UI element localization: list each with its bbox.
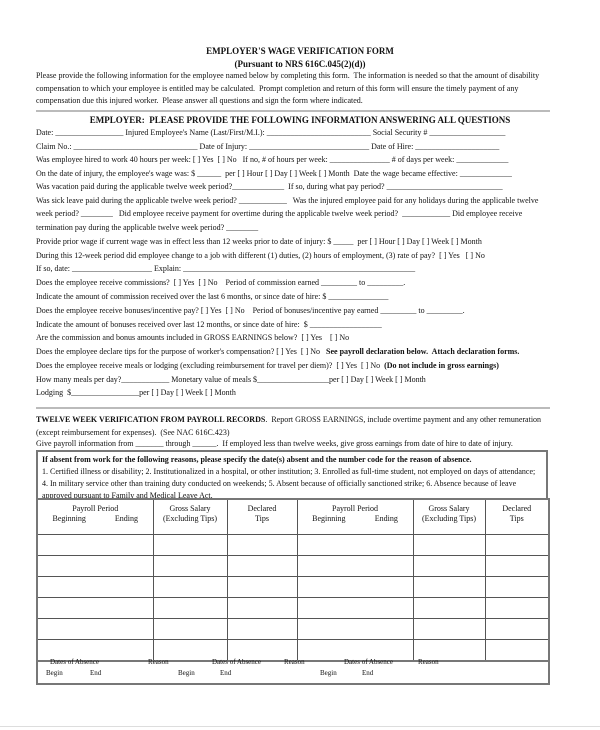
label: Reason — [284, 658, 305, 666]
field-line[interactable]: Was vacation paid during the applicable twelve week period?_____________ If so, during what pay period? _____________________________ — [36, 182, 503, 191]
table-row — [37, 619, 549, 640]
label: Reason — [418, 658, 439, 666]
label: (Excluding Tips) — [162, 514, 217, 523]
label: (Excluding Tips) — [421, 514, 476, 523]
field-line[interactable]: Indicate the amount of bonuses received over last 12 months, or since date of hire: $ __________________ — [36, 320, 382, 329]
table-cell[interactable] — [413, 535, 485, 556]
field-line[interactable]: termination pay during the applicable twelve week period? ________ — [36, 223, 259, 232]
table-cell[interactable] — [297, 598, 413, 619]
twelve-week-line — [36, 415, 541, 425]
table-row — [37, 556, 549, 577]
table-cell[interactable] — [37, 556, 153, 577]
field-line[interactable]: Provide prior wage if current wage was in effect less than 12 weeks prior to date of injury: $ _____ per [ ] Hour [ ] Day [ ] Week [ ] Month — [36, 237, 482, 246]
table-cell[interactable] — [413, 598, 485, 619]
intro-line: Please provide the following information for the employee named below by completing this form. The information is needed so that the amount of disability — [36, 71, 540, 80]
label: Beginning — [52, 514, 86, 523]
label: Dates of Absence — [50, 658, 99, 666]
table-header — [37, 499, 549, 535]
field-line-tips[interactable] — [36, 347, 519, 357]
field-line[interactable]: Does the employee receive bonuses/incentive pay? [ ] Yes [ ] No Period of bonuses/incentive pay earned _________ to _________. — [36, 306, 465, 315]
table-row — [37, 598, 549, 619]
label: Dates of Absence — [212, 658, 261, 666]
header-declared-tips — [227, 499, 297, 535]
table-cell[interactable] — [413, 577, 485, 598]
field-line[interactable]: Are the commission and bonus amounts included in GROSS EARNINGS below? [ ] Yes [ ] No — [36, 333, 350, 342]
label: Gross Salary — [169, 504, 211, 513]
header-declared-tips — [485, 499, 549, 535]
header-payroll-period — [37, 499, 153, 535]
table-cell[interactable] — [485, 619, 549, 640]
twelve-week-text: . Report GROSS EARNINGS, include overtime payment and any other remuneration — [265, 415, 542, 424]
header-payroll-period — [297, 499, 413, 535]
table-cell[interactable] — [153, 535, 227, 556]
label: Tips — [255, 514, 269, 523]
label: Ending — [114, 514, 138, 523]
table-cell[interactable] — [227, 577, 297, 598]
header-gross-salary — [153, 499, 227, 535]
label: Ending — [374, 514, 398, 523]
field-line[interactable]: How many meals per day?____________ Monetary value of meals $__________________per [ ] Day [ ] Week [ ] Month — [36, 375, 426, 384]
table-cell[interactable] — [227, 556, 297, 577]
table-cell[interactable] — [37, 619, 153, 640]
field-line[interactable]: On the date of injury, the employee's wage was: $ ______ per [ ] Hour [ ] Day [ ] Week [ ] Month Date the wage became effective: _____________ — [36, 169, 512, 178]
table-cell[interactable] — [297, 577, 413, 598]
label: Begin — [178, 669, 195, 677]
field-line[interactable]: Was sick leave paid during the applicable twelve week period? ____________ Was the injured employee paid for any holidays during the applicable twelve — [36, 196, 539, 205]
table-cell[interactable] — [297, 556, 413, 577]
intro-line: compensation due this injured worker. Please answer all questions and sign the form where indicated. — [36, 96, 363, 105]
label: End — [362, 669, 374, 677]
table-cell[interactable] — [485, 577, 549, 598]
header-gross-salary — [413, 499, 485, 535]
table-cell[interactable] — [485, 535, 549, 556]
form-subtitle: (Pursuant to NRS 616C.045(2)(d)) — [234, 59, 366, 69]
section-heading: EMPLOYER: PLEASE PROVIDE THE FOLLOWING INFORMATION ANSWERING ALL QUESTIONS — [89, 115, 511, 125]
table-cell[interactable] — [153, 556, 227, 577]
table-row — [37, 535, 549, 556]
twelve-week-heading: TWELVE WEEK VERIFICATION FROM PAYROLL RECORDS — [36, 415, 266, 424]
table-cell[interactable] — [485, 556, 549, 577]
page-edge — [0, 726, 600, 727]
label: Declared — [502, 504, 532, 513]
table-cell[interactable] — [413, 556, 485, 577]
payroll-table — [36, 498, 550, 662]
label: Reason — [148, 658, 169, 666]
intro-line: compensation to which your employee is entitled may be calculated. Prompt completion and return of this form will ensure the timely payment of any — [36, 84, 519, 93]
label: Begin — [46, 669, 63, 677]
meals-note: (Do not include in gross earnings) — [384, 361, 499, 370]
table-cell[interactable] — [153, 598, 227, 619]
table-cell[interactable] — [37, 535, 153, 556]
label: End — [90, 669, 102, 677]
field-line[interactable]: Lodging $_________________per [ ] Day [ ] Week [ ] Month — [36, 388, 236, 397]
absence-reasons-box — [36, 450, 548, 498]
table-cell[interactable] — [37, 577, 153, 598]
table-cell[interactable] — [153, 577, 227, 598]
table-cell[interactable] — [227, 535, 297, 556]
label: Dates of Absence — [344, 658, 393, 666]
field-line[interactable]: Claim No.: _______________________________ Date of Injury: ______________________________ Date of Hire: _____________________ — [36, 142, 500, 151]
divider — [36, 110, 550, 112]
field-line[interactable]: Indicate the amount of commission received over the last 6 months, or since date of hire: $ _______________ — [36, 292, 389, 301]
form-title: EMPLOYER'S WAGE VERIFICATION FORM — [206, 46, 394, 56]
table-cell[interactable] — [297, 619, 413, 640]
table-cell[interactable] — [413, 619, 485, 640]
field-line[interactable]: If so, date: ____________________ Explain: __________________________________________________________ — [36, 264, 416, 273]
label: Declared — [247, 504, 277, 513]
table-cell[interactable] — [37, 598, 153, 619]
field-line[interactable]: Was employee hired to work 40 hours per week: [ ] Yes [ ] No If no, # of hours per week: _______________ # of days per week: _____________ — [36, 155, 509, 164]
meals-question: Does the employee receive meals or lodging (excluding reimbursement for travel per diem)? [ ] Yes [ ] No — [36, 361, 385, 370]
field-line[interactable]: Date: _________________ Injured Employee's Name (Last/First/M.I.): __________________________ Social Security # ___________________ — [36, 128, 506, 137]
table-row — [37, 577, 549, 598]
absence-heading: If absent from work for the following reasons, please specify the date(s) absent and the number code for the reason of absence. — [42, 455, 472, 464]
table-cell[interactable] — [485, 598, 549, 619]
table-cell[interactable] — [153, 619, 227, 640]
label: End — [220, 669, 232, 677]
field-line[interactable]: Does the employee receive commissions? [ ] Yes [ ] No Period of commission earned _________ to _________. — [36, 278, 406, 287]
field-line[interactable]: week period? ________ Did employee receive payment for overtime during the applicable twelve week period? ____________ Did employee receive — [36, 209, 523, 218]
tips-note: See payroll declaration below. Attach declaration forms. — [326, 347, 520, 356]
table-cell[interactable] — [227, 598, 297, 619]
absence-dates-row[interactable] — [36, 655, 550, 685]
field-line-meals[interactable] — [36, 361, 499, 371]
table-cell[interactable] — [227, 619, 297, 640]
table-cell[interactable] — [297, 535, 413, 556]
payroll-range-line[interactable]: Give payroll information from _______ through ______. If employed less than twelve weeks, give gross earnings from date of hire to date of injury. — [36, 439, 513, 448]
label: Begin — [320, 669, 337, 677]
label: Payroll Period — [72, 504, 119, 513]
label: Payroll Period — [332, 504, 378, 513]
label: Beginning — [312, 514, 346, 523]
tips-question: Does the employee declare tips for the purpose of worker's compensation? [ ] Yes [ ] No — [36, 347, 327, 356]
absence-codes: 1. Certified illness or disability; 2. Institutionalized in a hospital, or other institution; 3. Enrolled as full-time student, not employed on days of attendance; 4. In military service other than training duty conducted on weekends; 5. Absent because of officially sanctioned strike; 6. Absence because of leave approved pursuant to Family and Medical Leave Act. — [42, 467, 536, 500]
twelve-week-line2: (except reimbursement for expenses). (See NAC 616C.423) — [36, 428, 230, 437]
label: Tips — [509, 514, 524, 523]
field-line[interactable]: During this 12-week period did employee change to a job with different (1) duties, (2) hours of employment, (3) rate of pay? [ ] Yes [ ] No — [36, 251, 485, 260]
label: Gross Salary — [428, 504, 470, 513]
divider — [36, 407, 550, 409]
